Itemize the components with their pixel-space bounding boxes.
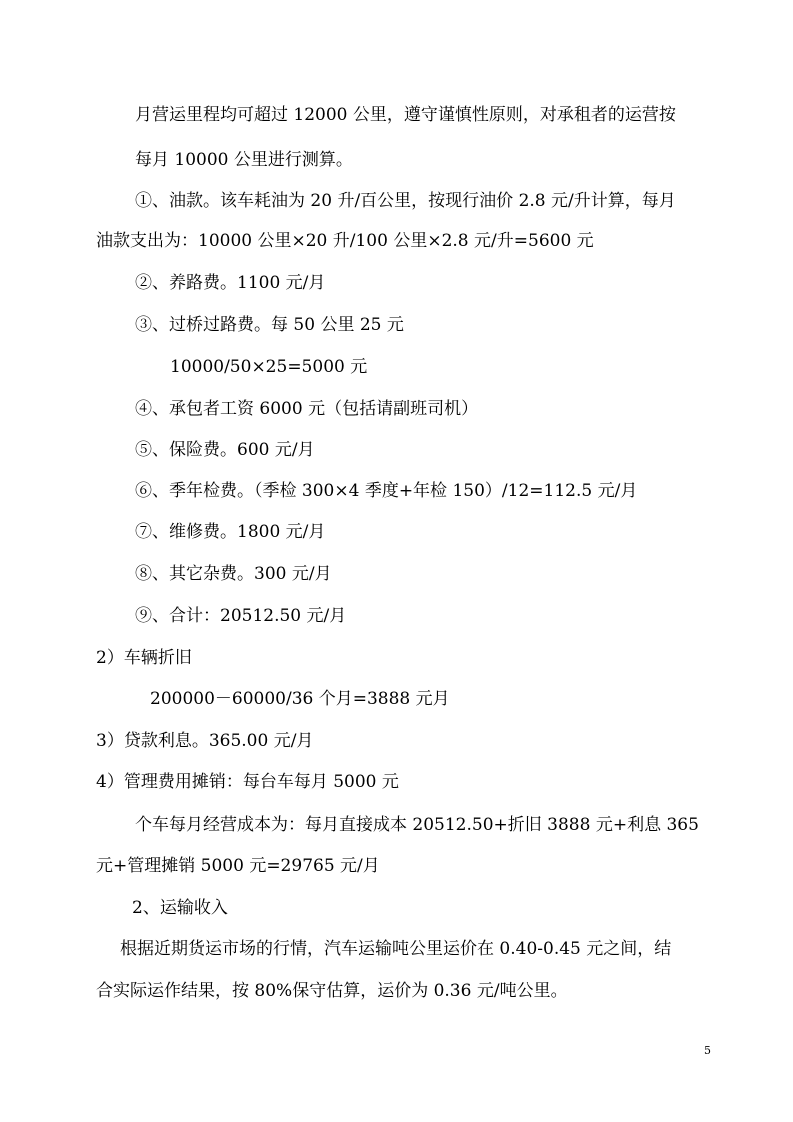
text-line: 元+管理摊销 5000 元=29765 元/月 [96,856,380,876]
text-line: 个车每月经营成本为：每月直接成本 20512.50+折旧 3888 元+利息 365 [135,815,699,835]
text-line: ②、养路费。1100 元/月 [135,273,326,293]
text-line: 每月 10000 公里进行测算。 [135,150,353,170]
text-line: ⑥、季年检费。（季检 300×4 季度+年检 150）/12=112.5 元/月 [135,481,638,501]
text-line: ⑧、其它杂费。300 元/月 [135,564,332,584]
page-number: 5 [704,1044,711,1057]
section-heading: 3）贷款利息。365.00 元/月 [96,731,314,751]
text-line: 合实际运作结果，按 80%保守估算，运价为 0.36 元/吨公里。 [96,981,568,1001]
text-line: ①、油款。该车耗油为 20 升/百公里，按现行油价 2.8 元/升计算，每月 [135,191,676,211]
text-line: 10000/50×25=5000 元 [170,357,368,377]
section-heading: 2）车辆折旧 [96,648,192,668]
text-line: ④、承包者工资 6000 元（包括请副班司机） [135,399,479,419]
text-line: ⑦、维修费。1800 元/月 [135,522,326,542]
text-line: 200000－60000/36 个月=3888 元月 [150,689,450,709]
text-line: ⑤、保险费。600 元/月 [135,440,315,460]
text-line: 油款支出为：10000 公里×20 升/100 公里×2.8 元/升=5600 元 [96,231,594,251]
text-line: 根据近期货运市场的行情，汽车运输吨公里运价在 0.40-0.45 元之间，结 [120,939,672,959]
text-line: ③、过桥过路费。每 50 公里 25 元 [135,315,404,335]
section-heading: 4）管理费用摊销：每台车每月 5000 元 [96,772,399,792]
section-heading: 2、运输收入 [132,898,228,918]
text-line: 月营运里程均可超过 12000 公里，遵守谨慎性原则，对承租者的运营按 [135,105,676,125]
text-line: ⑨、合计：20512.50 元/月 [135,606,347,626]
